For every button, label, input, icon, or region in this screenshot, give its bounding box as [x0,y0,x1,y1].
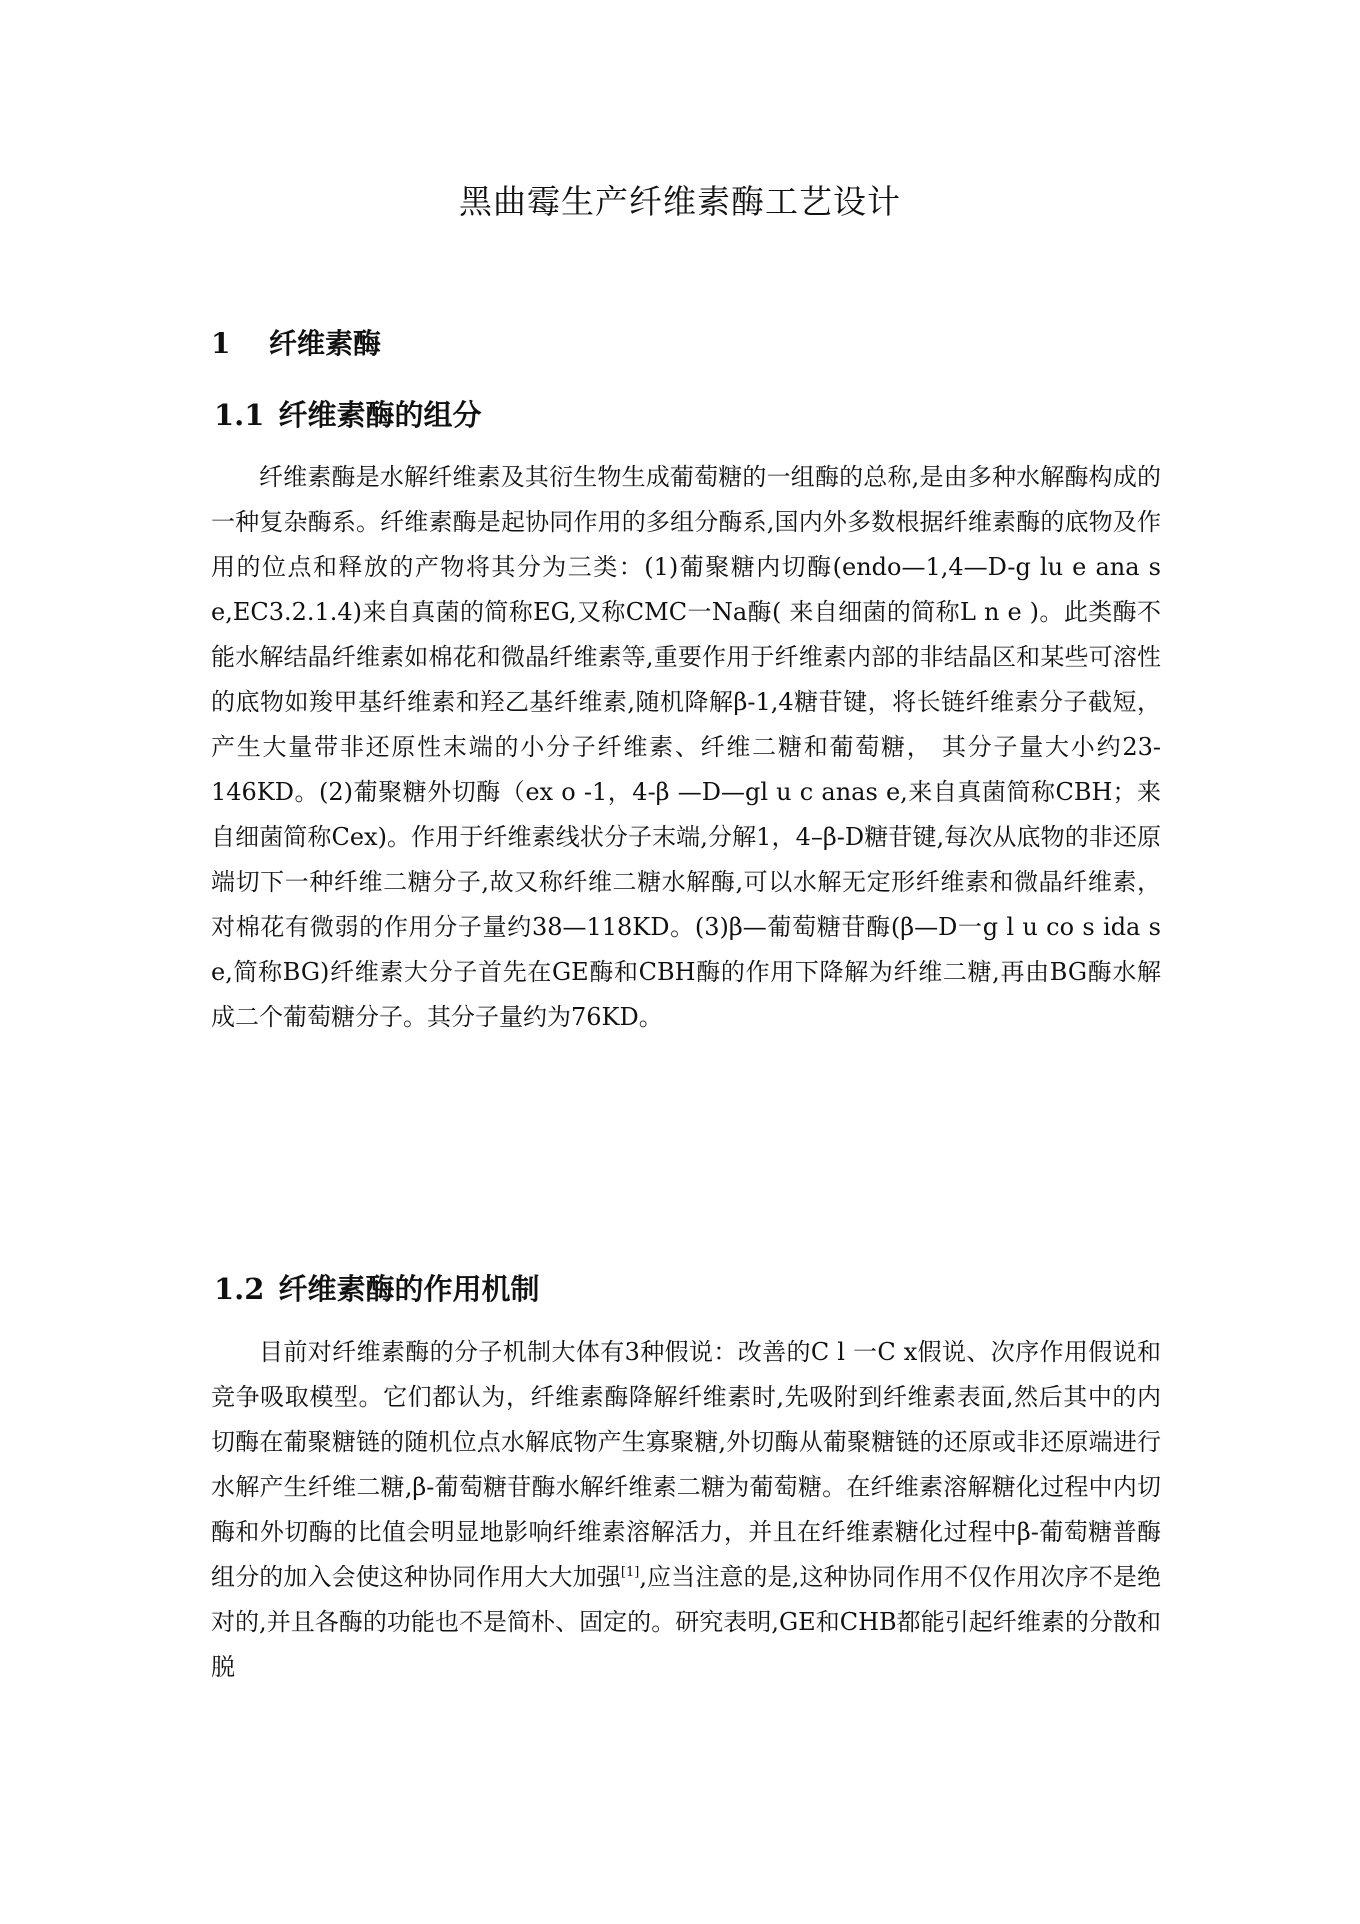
section-1-2-title: 纤维素酶的作用机制 [278,1272,540,1306]
section-1-1-title: 纤维素酶的组分 [278,398,482,432]
section-1-title: 纤维素酶 [269,327,382,360]
section-1-2-number: 1.2 [214,1272,265,1306]
section-1-heading [211,322,381,366]
document-title: 黑曲霉生产纤维素酶工艺设计 [459,182,901,221]
reference-mark[interactable]: [1] [620,1565,640,1580]
section-1-2-heading [214,1266,539,1312]
section-1-number: 1 [211,327,231,360]
section-1-2-paragraph [211,1330,1161,1690]
section-1-1-number: 1.1 [214,398,265,432]
section-1-1-paragraph: 纤维素酶是水解纤维素及其衍生物生成葡萄糖的一组酶的总称,是由多种水解酶构成的一种复杂酶系。纤维素酶是起协同作用的多组分酶系,国内外多数根据纤维素酶的底物及作用的位点和释放的产物将其分为三类：(1)葡聚糖内切酶(endo—1,4—D-g lu e ana s e,EC3.2.1.4)来自真菌的简称EG,又称CMC一Na酶( 来自细菌的简称L n e )。此类酶不能水解结晶纤维素如棉花和微晶纤维素等,重要作用于纤维素内部的非结晶区和某些可溶性的底物如羧甲基纤维素和羟乙基纤维素,随机降解β-1,4糖苷键，将长链纤维素分子截短，产生大量带非还原性末端的小分子纤维素、纤维二糖和葡萄糖， 其分子量大小约23-146KD。(2)葡聚糖外切酶（ex o -1，4-β —D—gl u c anas e,来自真菌简称CBH；来自细菌简称Cex)。作用于纤维素线状分子末端,分解1，4–β-D糖苷键,每次从底物的非还原端切下一种纤维二糖分子,故又称纤维二糖水解酶,可以水解无定形纤维素和微晶纤维素，对棉花有微弱的作用分子量约38—118KD。(3)β—葡萄糖苷酶(β—D一g l u co s ida s e,简称BG)纤维素大分子首先在GE酶和CBH酶的作用下降解为纤维二糖,再由BG酶水解成二个葡萄糖分子。其分子量约为76KD。 [211,463,1161,1031]
section-1-1-heading [214,392,481,438]
section-1-2-text-part-1: 目前对纤维素酶的分子机制大体有3种假说：改善的C l 一C x假说、次序作用假说和竞争吸取模型。它们都认为，纤维素酶降解纤维素时,先吸附到纤维素表面,然后其中的内切酶在葡聚糖链的随机位点水解底物产生寡聚糖,外切酶从葡聚糖链的还原或非还原端进行水解产生纤维二糖,β-葡萄糖苷酶水解纤维素二糖为葡萄糖。在纤维素溶解糖化过程中内切酶和外切酶的比值会明显地影响纤维素溶解活力，并且在纤维素糖化过程中β-葡萄糖普酶组分的加入会使这种协同作用大大加强 [211,1338,1161,1591]
section-1-2-text-part-2: ,应当注意的是,这种协同作用不仅作用次序不是绝对的,并且各酶的功能也不是简朴、固定的。研究表明,GE和CHB都能引起纤维素的分散和脱 [211,1563,1162,1681]
